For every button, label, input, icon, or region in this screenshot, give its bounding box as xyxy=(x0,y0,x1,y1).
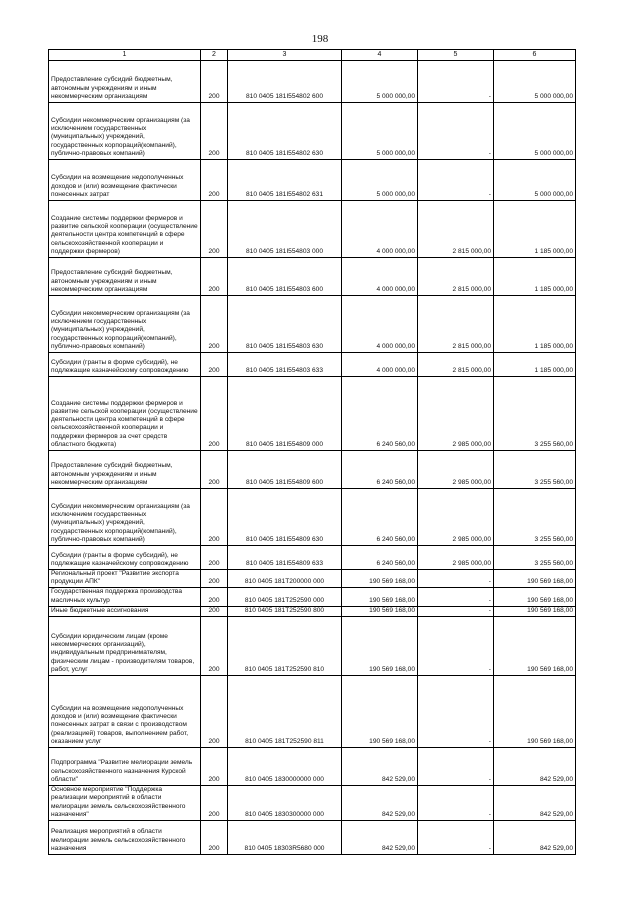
row-kvsr-cell: 200 xyxy=(201,821,228,855)
table-row xyxy=(49,353,576,377)
row-value-col4: 842 529,00 xyxy=(342,748,418,786)
row-kvsr-cell: 200 xyxy=(201,353,228,377)
budget-table xyxy=(48,49,576,855)
row-name-cell: Основное мероприятие "Поддержка реализации мероприятий в области мелиорации земель сельскохозяйственного назначения" xyxy=(49,786,201,821)
table-row xyxy=(49,258,576,296)
row-kvsr-cell: 200 xyxy=(201,451,228,489)
row-kvsr-cell: 200 xyxy=(201,606,228,616)
row-name-cell: Государственная поддержка производства масличных культур xyxy=(49,588,201,606)
row-value-col6: 5 000 000,00 xyxy=(494,160,576,201)
table-row xyxy=(49,103,576,160)
row-value-col6: 1 185 000,00 xyxy=(494,201,576,258)
row-value-col4: 190 569 168,00 xyxy=(342,617,418,676)
row-value-col4: 4 000 000,00 xyxy=(342,296,418,353)
row-value-col6: 190 569 168,00 xyxy=(494,570,576,588)
row-value-col6: 190 569 168,00 xyxy=(494,617,576,676)
row-code-cell: 810 0405 181I554802 631 xyxy=(228,160,342,201)
row-code-cell: 810 0405 181I554809 630 xyxy=(228,489,342,546)
table-row xyxy=(49,676,576,748)
row-kvsr-cell: 200 xyxy=(201,103,228,160)
row-value-col5: 2 985 000,00 xyxy=(418,451,494,489)
table-row xyxy=(49,160,576,201)
table-row xyxy=(49,546,576,570)
row-value-col6: 1 185 000,00 xyxy=(494,296,576,353)
row-code-cell: 810 0405 18303R5680 000 xyxy=(228,821,342,855)
row-value-col4: 190 569 168,00 xyxy=(342,570,418,588)
row-kvsr-cell: 200 xyxy=(201,588,228,606)
column-header: 4 xyxy=(342,50,418,61)
row-value-col5: - xyxy=(418,617,494,676)
row-value-col5: - xyxy=(418,570,494,588)
column-header: 6 xyxy=(494,50,576,61)
row-value-col4: 6 240 560,00 xyxy=(342,377,418,451)
row-kvsr-cell: 200 xyxy=(201,570,228,588)
row-name-cell: Создание системы поддержки фермеров и развитие сельской кооперации (осуществление деятельности центра компетенций в сфере сельскохозяйственной кооперации и поддержки фермеров за счет средств областного бюджета) xyxy=(49,377,201,451)
row-name-cell: Предоставление субсидий бюджетным, автономным учреждениям и иным некоммерческим организациям xyxy=(49,258,201,296)
column-header: 2 xyxy=(201,50,228,61)
row-value-col5: - xyxy=(418,786,494,821)
row-name-cell: Субсидии на возмещение недополученных доходов и (или) возмещение фактически понесенных затрат в связи с производством (реализацией) товаров, выполнением работ, оказанием услуг xyxy=(49,676,201,748)
page-number: 198 xyxy=(311,33,329,45)
row-name-cell: Подпрограмма "Развитие мелиорации земель сельскохозяйственного назначения Курской области" xyxy=(49,748,201,786)
row-value-col5: - xyxy=(418,606,494,616)
table-row xyxy=(49,606,576,616)
row-value-col5: - xyxy=(418,160,494,201)
table-row xyxy=(49,377,576,451)
row-value-col5: 2 815 000,00 xyxy=(418,296,494,353)
row-value-col6: 3 255 560,00 xyxy=(494,451,576,489)
row-value-col5: 2 985 000,00 xyxy=(418,546,494,570)
row-value-col4: 4 000 000,00 xyxy=(342,353,418,377)
row-name-cell: Субсидии (гранты в форме субсидий), не подлежащие казначейскому сопровождению xyxy=(49,353,201,377)
row-value-col6: 1 185 000,00 xyxy=(494,258,576,296)
row-name-cell: Региональный проект "Развитие экспорта продукции АПК" xyxy=(49,570,201,588)
table-header-row xyxy=(49,50,576,61)
row-code-cell: 810 0405 181I554809 600 xyxy=(228,451,342,489)
row-code-cell: 810 0405 181I554803 633 xyxy=(228,353,342,377)
row-value-col4: 5 000 000,00 xyxy=(342,61,418,103)
row-value-col4: 5 000 000,00 xyxy=(342,160,418,201)
row-value-col4: 842 529,00 xyxy=(342,821,418,855)
row-value-col5: 2 815 000,00 xyxy=(418,201,494,258)
row-kvsr-cell: 200 xyxy=(201,676,228,748)
table-row xyxy=(49,489,576,546)
row-code-cell: 810 0405 181I554803 600 xyxy=(228,258,342,296)
row-value-col6: 5 000 000,00 xyxy=(494,103,576,160)
row-code-cell: 810 0405 181I554809 633 xyxy=(228,546,342,570)
table-row xyxy=(49,617,576,676)
table-row xyxy=(49,451,576,489)
row-kvsr-cell: 200 xyxy=(201,160,228,201)
row-value-col6: 190 569 168,00 xyxy=(494,606,576,616)
table-row xyxy=(49,786,576,821)
row-kvsr-cell: 200 xyxy=(201,61,228,103)
row-value-col5: - xyxy=(418,61,494,103)
row-kvsr-cell: 200 xyxy=(201,546,228,570)
row-value-col5: 2 985 000,00 xyxy=(418,377,494,451)
row-name-cell: Предоставление субсидий бюджетным, автономным учреждениям и иным некоммерческим организациям xyxy=(49,61,201,103)
row-code-cell: 810 0405 181T252590 000 xyxy=(228,588,342,606)
row-name-cell: Субсидии юридическим лицам (кроме некоммерческих организаций), индивидуальным предпринимателям, физическим лицам - производителям товаров, работ, услуг xyxy=(49,617,201,676)
row-kvsr-cell: 200 xyxy=(201,296,228,353)
row-name-cell: Субсидии на возмещение недополученных доходов и (или) возмещение фактически понесенных затрат xyxy=(49,160,201,201)
row-name-cell: Субсидии некоммерческим организациям (за исключением государственных (муниципальных) учреждений, государственных корпораций(компаний), публично-правовых компаний) xyxy=(49,489,201,546)
row-name-cell: Создание системы поддержки фермеров и развитие сельской кооперации (осуществление деятельности центра компетенций в сфере сельскохозяйственной кооперации и поддержки фермеров) xyxy=(49,201,201,258)
row-value-col4: 190 569 168,00 xyxy=(342,588,418,606)
row-value-col5: - xyxy=(418,821,494,855)
row-value-col5: - xyxy=(418,748,494,786)
row-value-col5: 2 815 000,00 xyxy=(418,353,494,377)
row-kvsr-cell: 200 xyxy=(201,201,228,258)
table-row xyxy=(49,748,576,786)
row-name-cell: Субсидии (гранты в форме субсидий), не подлежащие казначейскому сопровождению xyxy=(49,546,201,570)
row-value-col6: 3 255 560,00 xyxy=(494,377,576,451)
row-value-col6: 190 569 168,00 xyxy=(494,588,576,606)
row-value-col5: 2 815 000,00 xyxy=(418,258,494,296)
table-row xyxy=(49,588,576,606)
row-code-cell: 810 0405 181I554803 000 xyxy=(228,201,342,258)
row-value-col4: 6 240 560,00 xyxy=(342,451,418,489)
row-code-cell: 810 0405 181I554809 000 xyxy=(228,377,342,451)
row-value-col4: 6 240 560,00 xyxy=(342,546,418,570)
row-value-col4: 4 000 000,00 xyxy=(342,201,418,258)
row-code-cell: 810 0405 181I554802 600 xyxy=(228,61,342,103)
column-header: 3 xyxy=(228,50,342,61)
row-code-cell: 810 0405 1830000000 000 xyxy=(228,748,342,786)
row-value-col5: - xyxy=(418,103,494,160)
row-value-col6: 842 529,00 xyxy=(494,821,576,855)
column-header: 1 xyxy=(49,50,201,61)
row-kvsr-cell: 200 xyxy=(201,258,228,296)
row-value-col4: 4 000 000,00 xyxy=(342,258,418,296)
row-kvsr-cell: 200 xyxy=(201,377,228,451)
row-value-col4: 842 529,00 xyxy=(342,786,418,821)
table-row xyxy=(49,296,576,353)
table-row xyxy=(49,201,576,258)
row-value-col4: 5 000 000,00 xyxy=(342,103,418,160)
row-kvsr-cell: 200 xyxy=(201,617,228,676)
table-row xyxy=(49,570,576,588)
column-header: 5 xyxy=(418,50,494,61)
row-code-cell: 810 0405 181I554803 630 xyxy=(228,296,342,353)
row-value-col5: - xyxy=(418,676,494,748)
table-row xyxy=(49,821,576,855)
row-value-col5: - xyxy=(418,588,494,606)
row-name-cell: Субсидии некоммерческим организациям (за исключением государственных (муниципальных) учреждений, государственных корпораций(компаний), публично-правовых компаний) xyxy=(49,296,201,353)
row-code-cell: 810 0405 181T252590 811 xyxy=(228,676,342,748)
row-value-col6: 842 529,00 xyxy=(494,748,576,786)
row-code-cell: 810 0405 181T252590 810 xyxy=(228,617,342,676)
row-code-cell: 810 0405 181I554802 630 xyxy=(228,103,342,160)
row-name-cell: Предоставление субсидий бюджетным, автономным учреждениям и иным некоммерческим организациям xyxy=(49,451,201,489)
row-value-col4: 6 240 560,00 xyxy=(342,489,418,546)
row-name-cell: Реализация мероприятий в области мелиорации земель сельскохозяйственного назначения xyxy=(49,821,201,855)
row-code-cell: 810 0405 1830300000 000 xyxy=(228,786,342,821)
row-kvsr-cell: 200 xyxy=(201,489,228,546)
row-value-col6: 3 255 560,00 xyxy=(494,489,576,546)
row-code-cell: 810 0405 181T200000 000 xyxy=(228,570,342,588)
row-value-col6: 842 529,00 xyxy=(494,786,576,821)
row-kvsr-cell: 200 xyxy=(201,748,228,786)
row-value-col5: 2 985 000,00 xyxy=(418,489,494,546)
row-value-col6: 1 185 000,00 xyxy=(494,353,576,377)
table-row xyxy=(49,61,576,103)
row-value-col4: 190 569 168,00 xyxy=(342,676,418,748)
row-value-col6: 3 255 560,00 xyxy=(494,546,576,570)
row-value-col6: 190 569 168,00 xyxy=(494,676,576,748)
row-value-col6: 5 000 000,00 xyxy=(494,61,576,103)
row-name-cell: Иные бюджетные ассигнования xyxy=(49,606,201,616)
row-value-col4: 190 569 168,00 xyxy=(342,606,418,616)
row-name-cell: Субсидии некоммерческим организациям (за исключением государственных (муниципальных) учреждений, государственных корпораций(компаний), публично-правовых компаний) xyxy=(49,103,201,160)
row-code-cell: 810 0405 181T252590 800 xyxy=(228,606,342,616)
row-kvsr-cell: 200 xyxy=(201,786,228,821)
